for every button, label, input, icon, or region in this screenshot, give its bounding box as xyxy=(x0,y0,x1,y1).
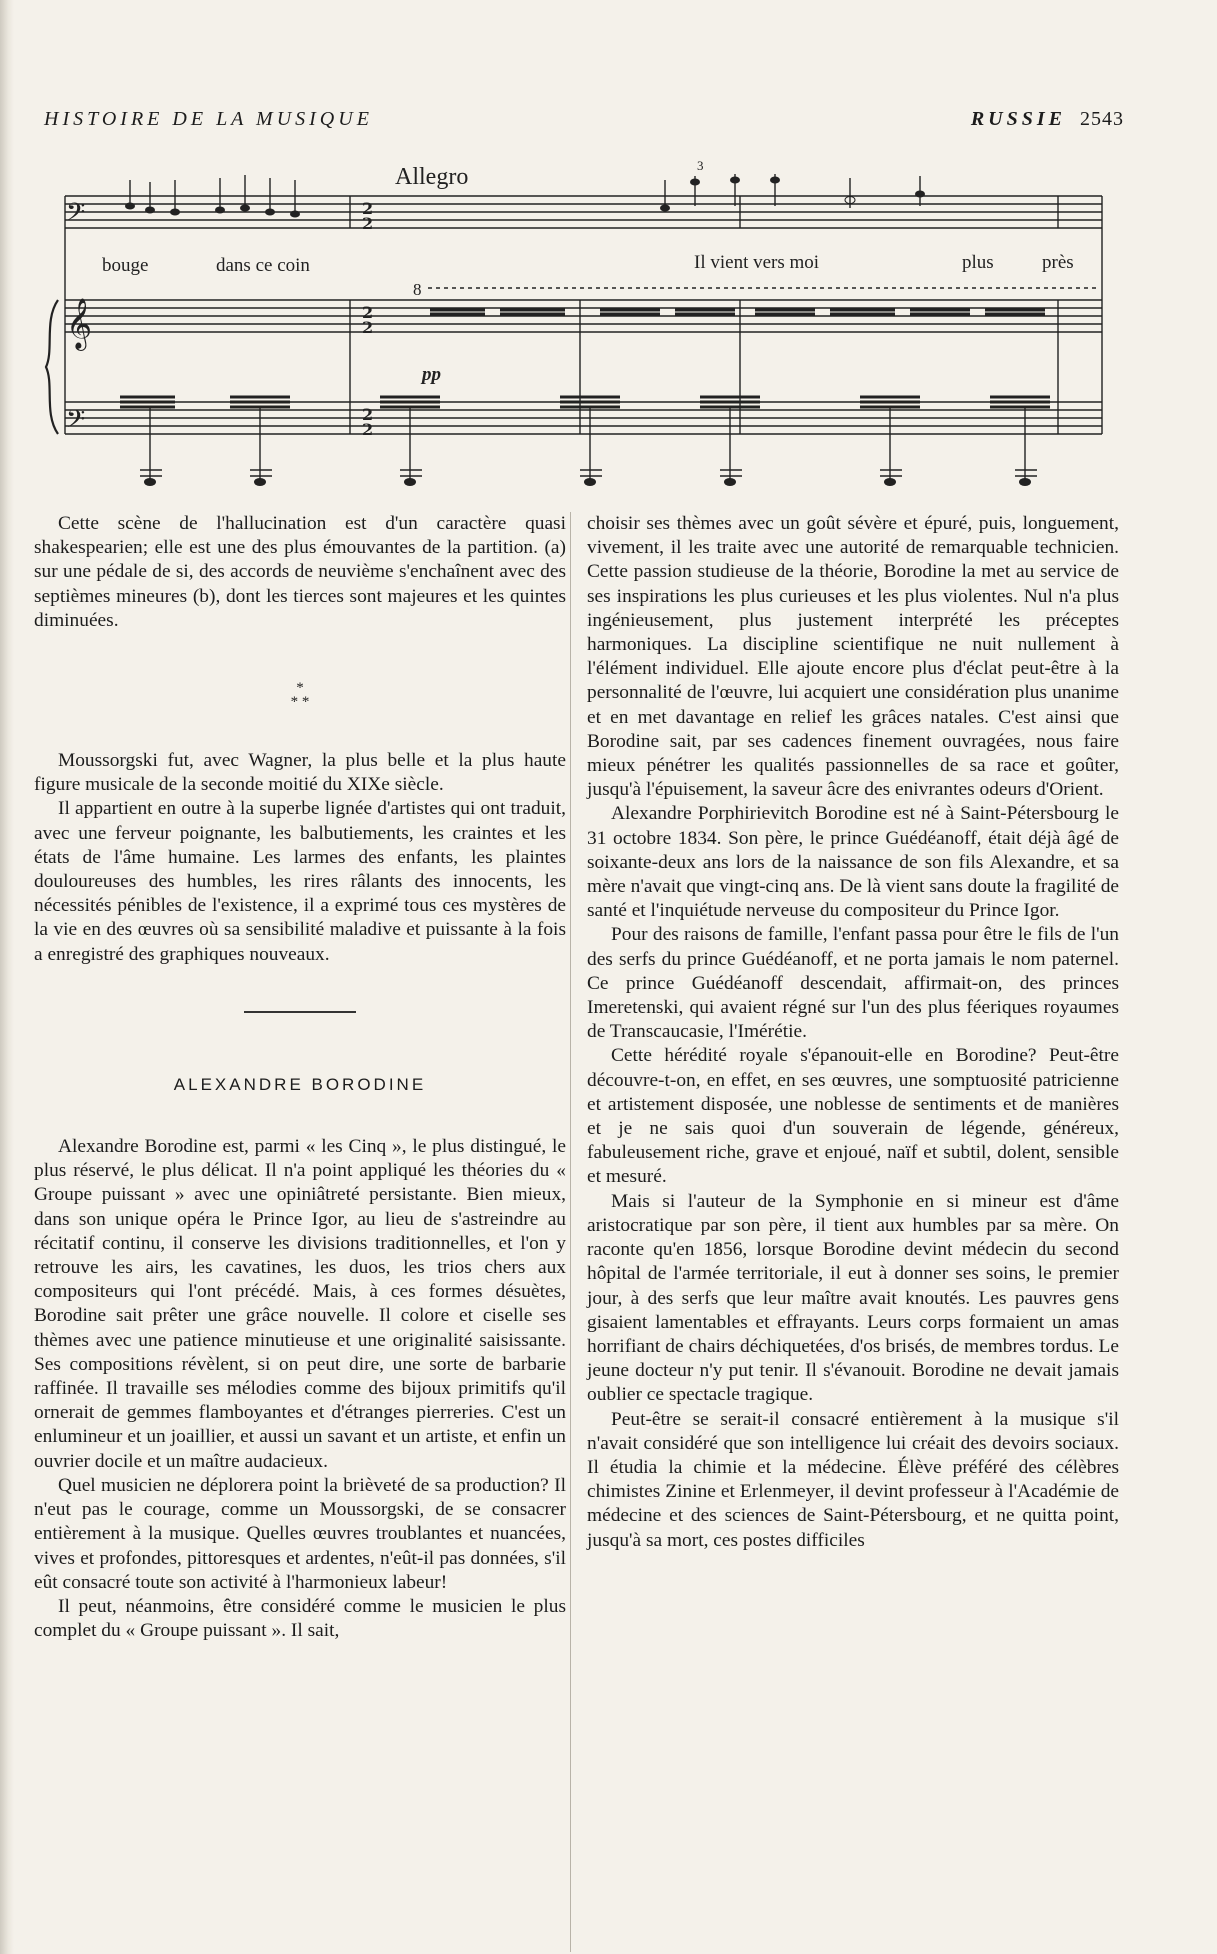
header-right xyxy=(971,108,1124,131)
running-title: HISTOIRE DE LA MUSIQUE xyxy=(44,108,373,130)
page-binding-edge xyxy=(0,0,14,1954)
column-divider xyxy=(570,512,571,1952)
svg-text:2: 2 xyxy=(362,405,374,424)
paragraph: Alexandre Borodine est, parmi « les Cinq », le plus distingué, le plus réservé, le plus délicat. Il n'a point appliqué les théories du « Groupe puissant » avec une opiniâtreté persistante. Bien mieux, dans son unique opéra le Prince Igor, au lieu de s'astreindre au récitatif continu, il conserve les divisions traditionnelles, et l'on y retrouve les airs, les cavatines, les duos, les trios chers aux compositeurs qui l'ont précédé. Mais, à ces formes désuètes, Borodine sait prêter une grâce nouvelle. Il colore et ciselle ses thèmes avec une patience minutieuse et une originalité saisissante. Ses compositions révèlent, si on peut dire, une sorte de barbarie raffinée. Il travaille ses mélodies comme des bijoux primitifs qu'il ornerait de gemmes flamboyantes et d'étranges pierreries. C'est un enlumineur et un joaillier, et aussi un savant et un artiste, et enfin un ouvrier docile et un maître audacieux. xyxy=(34,1136,566,1472)
ornament-stars: * * xyxy=(290,694,310,711)
section-title: ALEXANDRE BORODINE xyxy=(173,1074,427,1094)
lyric-word: plus xyxy=(962,252,994,273)
lyric-word: bouge xyxy=(102,255,149,276)
lyric-word: dans ce coin xyxy=(216,255,310,276)
bass-clef-icon: 𝄢 xyxy=(66,405,86,440)
page-number: 2543 xyxy=(1080,108,1124,130)
paragraph: Cette hérédité royale s'épanouit-elle en Borodine? Peut-être découvre-t-on, en effet, en ses œuvres, une somptuosité patricienne et artistement disposée, une noblesse de sentiments et de manières et je ne sais quoi d'un souverain de légende, généreux, fabuleusement riche, grave et enjoué, naïf et subtil, dolent, sensible et mesuré. xyxy=(587,1045,1119,1188)
tuplet-number: 3 xyxy=(697,158,704,173)
running-header xyxy=(44,108,1124,138)
paragraph: Moussorgski fut, avec Wagner, la plus belle et la plus haute figure musicale de la seconde moitié du XIXe siècle. xyxy=(34,750,566,796)
svg-text:2: 2 xyxy=(362,420,374,439)
section-name: RUSSIE xyxy=(970,108,1066,130)
bass-clef-icon: 𝄢 xyxy=(66,198,86,233)
svg-text:2: 2 xyxy=(362,214,374,233)
section-rule xyxy=(244,1011,356,1013)
paragraph: Quel musicien ne déplorera point la brièveté de sa production? Il n'eut pas le courage, comme un Moussorgski, de se consacrer entièrement à la musique. Quelles œuvres troublantes et nuancées, vives et profondes, pittoresques et ardentes, n'eût-il pas données, s'il eût consacré toute son activité à l'harmonieux labeur! xyxy=(34,1474,566,1593)
paragraph: Cette scène de l'hallucination est d'un caractère quasi shakespearien; elle est une des plus émouvantes de la partition. (a) sur une pédale de si, des accords de neuvième s'enchaînent avec des septièmes mineures (b), dont les tierces sont majeures et les quintes diminuées. xyxy=(34,513,566,631)
tempo-marking: Allegro xyxy=(395,164,469,190)
paragraph: Il peut, néanmoins, être considéré comme le musicien le plus complet du « Groupe puissant ». Il sait, xyxy=(34,1595,566,1642)
svg-text:2: 2 xyxy=(362,303,374,322)
right-column xyxy=(587,512,1119,1553)
paragraph: Mais si l'auteur de la Symphonie en si mineur est d'âme aristocratique par son père, il tient aux humbles par sa mère. On raconte qu'en 1856, lorsque Borodine devint médecin du second hôpital de l'armée territoriale, il eut à donner ses soins, le premier jour, à des serfs que leur maître avait knoutés. Les pauvres gens gisaient lamentables et effrayants. Leurs corps formaient un amas horrifiant de chairs déchiquetées, d'os brisés, de membres tordus. Le jeune docteur n'y put tenir. Il s'évanouit. Borodine ne devait jamais oublier ce spectacle tragique. xyxy=(587,1190,1119,1406)
music-score xyxy=(40,150,1120,500)
treble-clef-icon: 𝄞 xyxy=(66,298,93,349)
dynamic-marking: pp xyxy=(422,364,441,385)
paragraph: Alexandre Porphirievitch Borodine est né à Saint-Pétersbourg le 31 octobre 1834. Son père, le prince Guédéanoff, était déjà âgé de soixante-deux ans lors de la naissance de son fils Alexandre, et sa mère n'avait que vingt-cinq ans. De là vient sans doute la fragilité de santé et l'inquiétude nerveuse du compositeur du Prince Igor. xyxy=(587,803,1119,922)
section-ornament xyxy=(34,681,566,709)
lyric-word: près xyxy=(1042,252,1074,273)
paragraph: Peut-être se serait-il consacré entièrement à la musique s'il n'avait considéré que son intelligence lui créait des devoirs sociaux. Il étudia la chimie et la médecine. Élève préféré des célèbres chimistes Zinine et Erlenmeyer, il devint professeur à l'Académie de médecine et des sciences de Saint-Pétersbourg, et ne quitta point, jusqu'à sa mort, ces postes difficiles xyxy=(587,1408,1119,1551)
paragraph: choisir ses thèmes avec un goût sévère et épuré, puis, longuement, vivement, il les traite avec une autorité de remarquable technicien. Cette passion studieuse de la théorie, Borodine la met au service de ses inspirations les plus curieuses et les plus violentes. Nul n'a plus ingénieusement, plus justement interprété les préceptes harmoniques. La discipline scientifique ne nuit nullement à l'élément individuel. Elle ajoute encore plus d'éclat peut-être à la personnalité de l'œuvre, lui acquiert une considération plus unanime et en met davantage en relief les grâces natales. C'est ainsi que Borodine sait, par ses cadences finement ouvragées, nous faire mieux pénétrer les qualités passionnelles de sa race et goûter, jusqu'à l'épuisement, la saveur âcre des enivrantes odeurs d'Orient. xyxy=(587,513,1119,801)
svg-text:2: 2 xyxy=(362,318,374,337)
ornament-star: * xyxy=(296,680,304,697)
octave-mark: 8 xyxy=(413,280,422,299)
svg-text:2: 2 xyxy=(362,199,374,218)
paragraph: Pour des raisons de famille, l'enfant passa pour être le fils de l'un des serfs du prince Guédéanoff, et ne porta jamais le nom paternel. Ce prince Guédéanoff descendait, affirmait-on, des princes Imeretenski, qui avaient régné sur l'un des plus féeriques royaumes de Transcaucasie, l'Imérétie. xyxy=(587,924,1119,1043)
lyric-word: Il vient vers moi xyxy=(694,252,820,273)
paragraph: Il appartient en outre à la superbe lignée d'artistes qui ont traduit, avec une ferveur poignante, les balbutiements, les craintes et les états de l'âme humaine. Les larmes des enfants, les plaintes douloureuses des humbles, les rires râlants des innocents, les nécessités pénibles de l'existence, il a exprimé tous ces mystères de la vie en des œuvres où sa sensibilité maladive et puissante à la fois a enregistré des graphiques nouveaux. xyxy=(34,798,566,965)
left-column xyxy=(34,512,566,1643)
